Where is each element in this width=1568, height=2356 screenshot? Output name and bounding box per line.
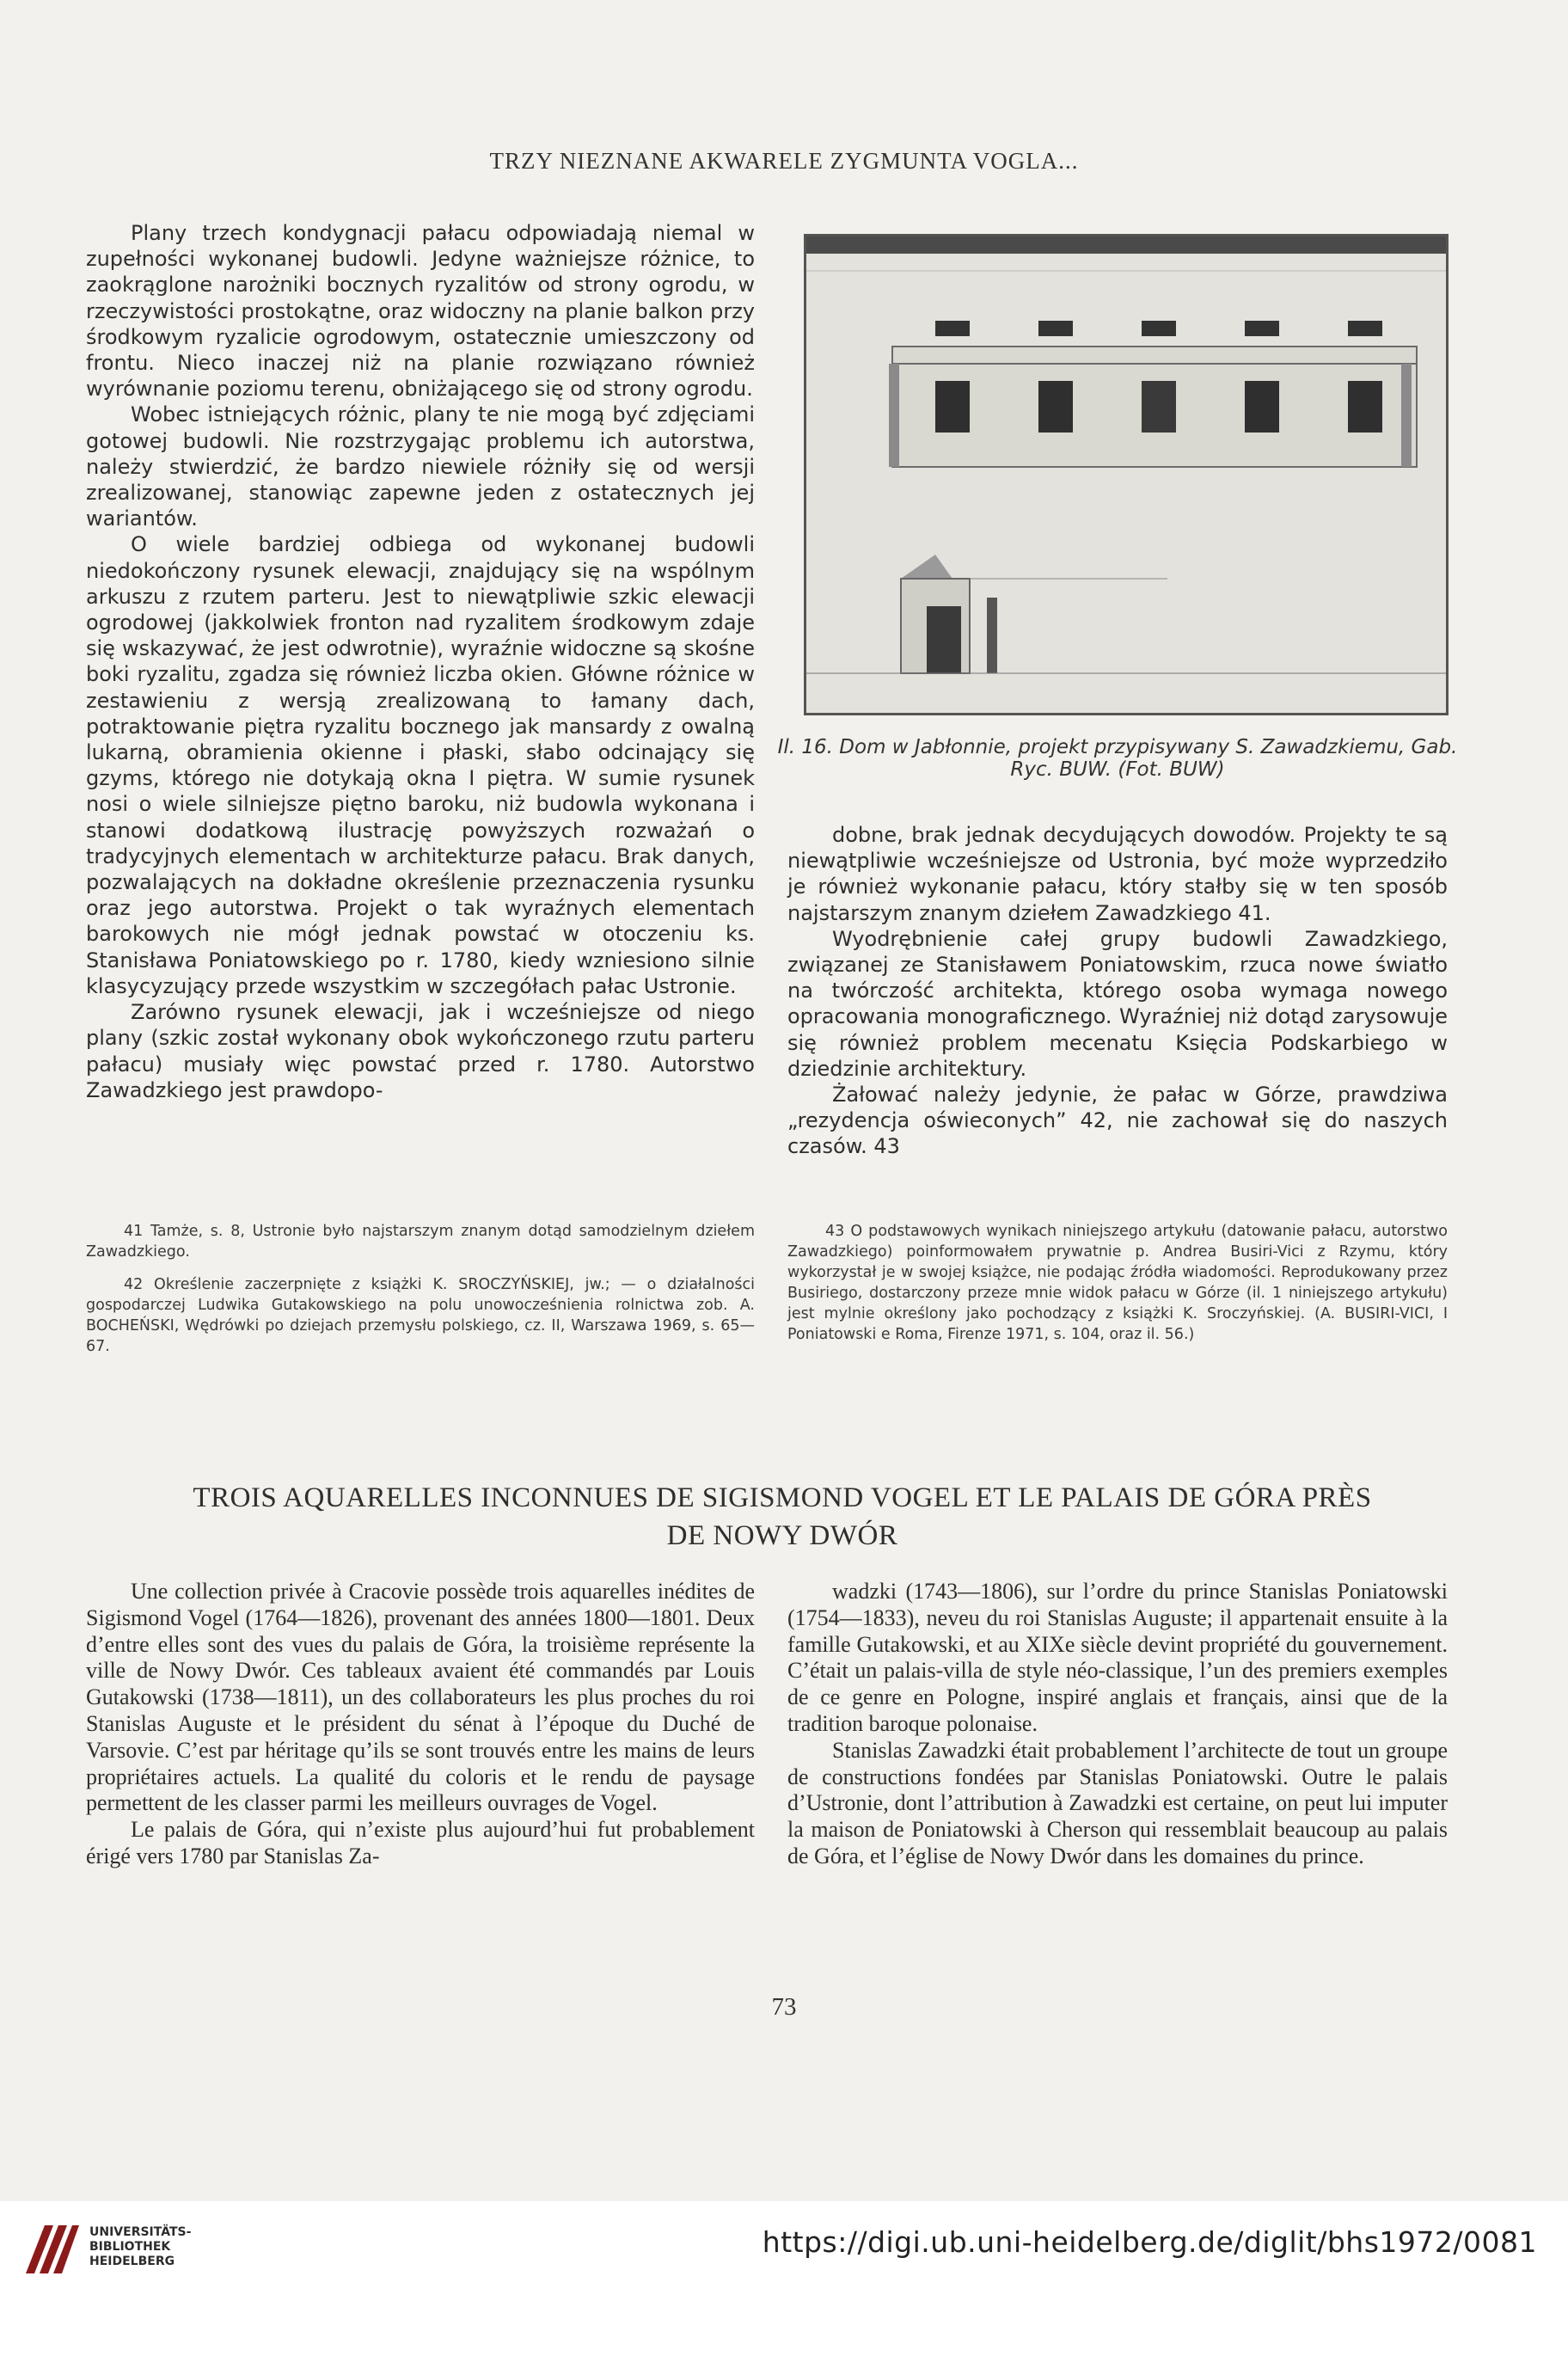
paragraph: Stanislas Zawadzki était probablement l’architecte de tout un groupe de constructions fondées par Stanislas Poniatowski. Outre le palais d’Ustronie, dont l’attribution à Zawadzki est certaine, on peut lui imputer la maison de Poniatowski à Cherson qui ressemblait beaucoup au palais de Góra, et l’église de Nowy Dwór dans les domaines du prince. [787,1737,1448,1868]
french-summary-title [69,1479,1496,1555]
footnote: 42 Określenie zaczerpnięte z książki K. SROCZYŃSKIEJ, jw.; — o działalności gospodarczej Ludwika Gutakowskiego na polu unowocześnienia rolnictwa zob. A. BOCHEŃSKI, Wędrówki po dziejach przemysłu polskiego, cz. II, Warszawa 1969, s. 65—67. [86,1276,755,1355]
library-logo-text [89,2225,191,2269]
paragraph: Le palais de Góra, qui n’existe plus aujourd’hui fut probablement érigé vers 1780 par Stanislas Za- [86,1817,755,1868]
footnotes-left [86,1221,755,1369]
logo-line: BIBLIOTHEK [89,2240,171,2254]
digital-library-url[interactable]: https://digi.ub.uni-heidelberg.de/diglit/bhs1972/0081 [762,2225,1537,2259]
library-logo-icon [19,2218,81,2280]
paragraph: Plany trzech kondygnacji pałacu odpowiadają niemal w zupełności wykonanej budowli. Jedyne ważniejsze różnice, to zaokrąglone narożniki bocznych ryzalitów od strony ogrodu, w rzeczywistości prostokątne, oraz widoczny na planie balkon przy środkowym ryzalicie ogrodowym, ostatecznie umieszczony od frontu. Nieco inaczej niż na planie rozwiązano również wyrównanie poziomu terenu, obniżającego się od strony ogrodu. [86,221,755,402]
paragraph: wadzki (1743—1806), sur l’ordre du prince Stanislas Poniatowski (1754—1833), neveu du roi Stanislas Auguste; il appartenait ensuite à la famille Gutakowski, et au XIXe siècle devint propriété du gouvernement. C’était un palais-villa de style néo-classique, l’un des premiers exemples de ce genre en Pologne, inspiré anglais et français, ainsi que de la tradition baroque polonaise. [787,1579,1448,1736]
paragraph: Wyodrębnienie całej grupy budowli Zawadzkiego, związanej ze Stanisławem Poniatowskim, rzuca nowe światło na twórczość architekta, którego osoba wymaga nowego opracowania monograficznego. Wyraźniej niż dotąd zarysowuje się również problem mecenatu Księcia Podskarbiego w dziedzinie architektury. [787,926,1448,1081]
paragraph: Zarówno rysunek elewacji, jak i wcześniejsze od niego plany (szkic został wykonany obok wykończonego rzutu parteru pałacu) musiały więc powstać przed r. 1780. Autorstwo Zawadzkiego jest prawdopo- [86,1000,755,1102]
footnote: 41 Tamże, s. 8, Ustronie było najstarszym znanym dotąd samodzielnym dziełem Zawadzkiego. [86,1223,755,1261]
paragraph: Żałować należy jedynie, że pałac w Górze, prawdziwa „rezydencja oświeconych” 42, nie zachował się do naszych czasów. 43 [787,1083,1448,1159]
page-number: 73 [771,1993,797,2021]
footer-bar [0,2201,1568,2356]
paragraph: Une collection privée à Cracovie possède trois aquarelles inédites de Sigismond Vogel (1764—1826), provenant des années 1800—1801. Deux d’entre elles sont des vues du palais de Góra, la troisième représente la ville de Nowy Dwór. Ces tableaux avaient été commandés par Louis Gutakowski (1738—1811), un des collaborateurs les plus proches du roi Stanislas Auguste et le président du sénat à l’époque du Duché de Varsovie. C’est par héritage qu’ils se sont trouvés entre les mains de leurs propriétaires actuels. La qualité du coloris et le rendu de paysage permettent de les classer parmi les meilleurs ouvrages de Vogel. [86,1579,755,1816]
french-summary-left-column [86,1579,755,1870]
polish-text-left-column [86,220,755,1103]
figure-caption: Il. 16. Dom w Jabłonnie, projekt przypisywany S. Zawadzkiemu, Gab. Ryc. BUW. (Fot. BUW) [777,736,1458,781]
illustration-house-elevation [804,234,1449,715]
footnotes-right [787,1221,1448,1357]
running-head: TRZY NIEZNANE AKWARELE ZYGMUNTA VOGLA... [489,148,1079,174]
paragraph: Wobec istniejących różnic, plany te nie mogą być zdjęciami gotowej budowli. Nie rozstrzygając problemu ich autorstwa, należy stwierdzić, że bardzo niewiele różniły się od wersji zrealizowanej, stanowiąc zapewne jeden z ostatecznych jej wariantów. [86,402,755,531]
french-title-line: TROIS AQUARELLES INCONNUES DE SIGISMOND VOGEL ET LE PALAIS DE GÓRA PRÈS [193,1482,1372,1513]
footnote: 43 O podstawowych wynikach niniejszego artykułu (datowanie pałacu, autorstwo Zawadzkiego) poinformowałem prywatnie p. Andrea Busiri-Vici z Rzymu, który wykorzystał je w swojej książce, nie podając źródła wiadomości. Reprodukowany przez Busiriego, dostarczony przeze mnie widok pałacu w Górze (il. 1 niniejszego artykułu) jest mylnie określony jako pochodzący z książki K. Sroczyńskiej. (A. BUSIRI-VICI, I Poniatowski e Roma, Firenze 1971, s. 104, oraz il. 56.) [787,1223,1448,1343]
polish-text-right-column [787,822,1448,1160]
french-summary-right-column [787,1579,1448,1870]
elevation-drawing [806,236,1446,713]
logo-line: UNIVERSITÄTS- [89,2225,192,2239]
logo-line: HEIDELBERG [89,2255,175,2268]
paragraph: O wiele bardziej odbiega od wykonanej budowli niedokończony rysunek elewacji, znajdujący się na wspólnym arkuszu z rzutem parteru. Jest to niewątpliwie szkic elewacji ogrodowej (jakkolwiek fronton nad ryzalitem środkowym zdaje się wskazywać, że jest odwrotnie), wyraźnie widoczne są skośne boki ryzalitu, zgadza się również liczba okien. Główne różnice w zestawieniu z wersją zrealizowaną to łamany dach, potraktowanie piętra ryzalitu bocznego jak mansardy z owalną lukarną, obramienia okienne i płaski, słabo odcinający się gzyms, którego nie dotykają okna I piętra. W sumie rysunek nosi o wiele silniejsze piętno baroku, niż budowla wykonana i stanowi dodatkową ilustrację powyższych rozważań o tradycyjnych elementach w architekturze pałacu. Brak danych, pozwalających na dokładne określenie przeznaczenia rysunku oraz jego autorstwa. Projekt o tak wyraźnych elementach barokowych nie mógł jednak powstać w otoczeniu ks. Stanisława Poniatowskiego po r. 1780, kiedy wzniesiono silnie klasycyzujący przede wszystkim w szczegółach pałac Ustronie. [86,532,755,998]
paragraph: dobne, brak jednak decydujących dowodów. Projekty te są niewątpliwie wcześniejsze od Ustronia, być może wyprzedziło je również wykonanie pałacu, który stałby się w ten sposób najstarszym znanym dziełem Zawadzkiego 41. [787,823,1448,925]
french-title-line: DE NOWY DWÓR [666,1520,898,1551]
